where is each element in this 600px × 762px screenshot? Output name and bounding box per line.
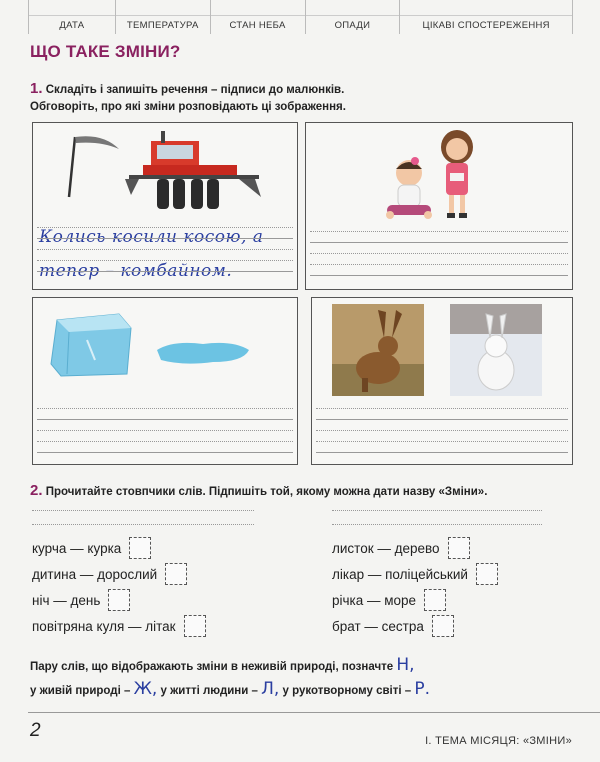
answer-box[interactable] [129,537,151,559]
classification-note [30,654,430,702]
header-label: ЦІКАВІ СПОСТЕРЕЖЕННЯ [422,20,550,31]
tractor-icon [121,129,271,213]
handwriting-line2: тепер – комбайном. [39,261,233,281]
answer-line [332,510,542,511]
word-pair-text: дитина — дорослий [32,566,158,582]
picture-box-ice [32,297,298,465]
answer-box[interactable] [448,537,470,559]
answer-box[interactable] [432,615,454,637]
header-label: ТЕМПЕРАТУРА [126,20,199,31]
ruled-lines [37,227,293,282]
picture-box-scythe-tractor [32,122,298,290]
baby-icon [384,155,434,221]
word-pair [332,615,454,637]
header-label: ОПАДИ [334,20,371,31]
task2-number: 2. [30,482,43,499]
picture-box-children [305,122,573,290]
ice-cube-icon [47,310,137,380]
word-pair-text: ніч — день [32,592,101,608]
task2-instructions [30,482,487,499]
word-pair-text: курча — курка [32,540,122,556]
header-label: СТАН НЕБА [229,20,286,31]
girl-icon [436,129,478,221]
word-pair [332,563,498,585]
word-pair-text: листок — дерево [332,540,440,556]
note-text: Пару слів, що відображають зміни в неживій природі, позначте [30,661,394,673]
answer-box[interactable] [184,615,206,637]
ruled-lines [316,408,568,463]
water-puddle-icon [153,338,253,368]
word-pair-text: річка — море [332,592,417,608]
task1-line1: Складіть і запишіть речення – підписи до малюнків. [45,84,345,96]
header-label: ДАТА [59,20,85,31]
table-header-sky [211,0,306,34]
answer-box[interactable] [476,563,498,585]
ruled-lines [310,231,568,286]
answer-box[interactable] [165,563,187,585]
word-pair-text: лікар — поліцейський [332,566,468,582]
note-text: у живій природі – [30,685,131,697]
table-header-temperature [116,0,211,34]
mark-r: Р. [414,679,431,699]
note-text: у рукотворному світі – [282,685,412,697]
section-title: ЩО ТАКЕ ЗМІНИ? [30,42,181,61]
task1-number: 1. [30,80,43,97]
mark-l: Л, [261,679,280,699]
observation-table [28,0,573,34]
task1-instructions [30,80,346,116]
chapter-title: І. ТЕМА МІСЯЦЯ: «ЗМІНИ» [425,735,572,747]
word-pair-text: брат — сестра [332,618,424,634]
answer-box[interactable] [424,589,446,611]
word-pair [32,589,130,611]
answer-box[interactable] [108,589,130,611]
note-text: у житті людини – [160,685,258,697]
mark-zh: Ж, [133,679,158,699]
word-pair [332,537,470,559]
word-pair [32,563,187,585]
task1-line2: Обговоріть, про які зміни розповідають ці зображення. [30,101,346,113]
footer-divider [28,712,600,713]
ruled-lines [37,408,293,463]
task2-text: Прочитайте стовпчики слів. Підпишіть той, якому можна дати назву «Зміни». [45,486,488,498]
white-hare-photo [450,304,542,396]
brown-hare-photo [332,304,424,396]
answer-line [32,510,254,511]
table-header-observations [400,0,573,34]
word-pair [332,589,446,611]
page-number: 2 [30,720,41,741]
answer-line [32,524,254,525]
handwriting-line1: Колись косили косою, а [39,227,264,247]
mark-n: Н, [396,655,415,675]
table-header-precipitation [306,0,401,34]
word-pair [32,615,206,637]
scythe-icon [63,131,123,201]
answer-line [332,524,542,525]
word-pair [32,537,151,559]
picture-box-hares [311,297,573,465]
word-pair-text: повітряна куля — літак [32,618,176,634]
table-header-date [29,0,116,34]
